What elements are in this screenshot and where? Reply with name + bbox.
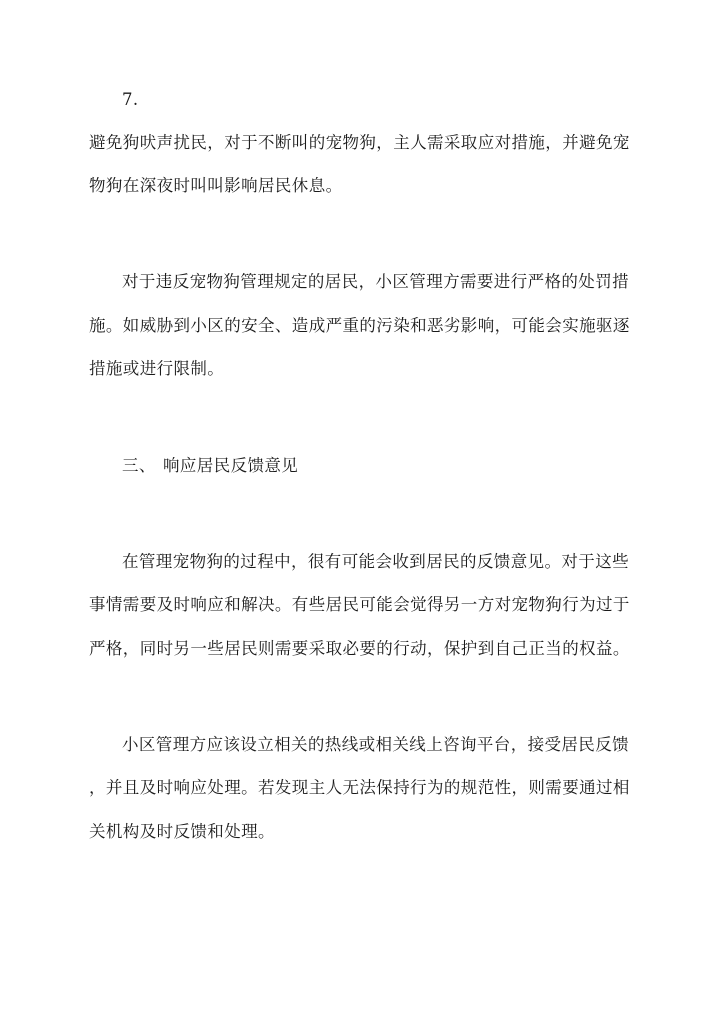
- paragraph-line: 对于违反宠物狗管理规定的居民，小区管理方需要进行严格的处罚措: [122, 272, 629, 291]
- paragraph-line: 在管理宠物狗的过程中，很有可能会收到居民的反馈意见。对于这些: [122, 552, 629, 571]
- section-title: 响应居民反馈意见: [163, 456, 299, 475]
- paragraph-line: 避免狗吠声扰民，对于不断叫的宠物狗，主人需采取应对措施，并避免宠: [89, 133, 630, 152]
- paragraph-line: 小区管理方应该设立相关的热线或相关线上咨询平台，接受居民反馈: [122, 735, 629, 754]
- paragraph-line: 关机构及时反馈和处理。: [89, 822, 275, 841]
- item-number: 7.: [122, 90, 139, 109]
- section-number: 三、: [122, 456, 156, 475]
- paragraph-line: 措施或进行限制。: [89, 359, 225, 378]
- paragraph-line: 物狗在深夜时叫叫影响居民休息。: [89, 176, 343, 195]
- paragraph-line: 事情需要及时响应和解决。有些居民可能会觉得另一方对宠物狗行为过于: [89, 595, 630, 614]
- paragraph-line: 施。如威胁到小区的安全、造成严重的污染和恶劣影响，可能会实施驱逐: [89, 316, 630, 335]
- paragraph-line: 严格，同时另一些居民则需要采取必要的行动，保护到自己正当的权益。: [89, 639, 630, 658]
- paragraph-line: ，并且及时响应处理。若发现主人无法保持行为的规范性，则需要通过相: [89, 778, 630, 797]
